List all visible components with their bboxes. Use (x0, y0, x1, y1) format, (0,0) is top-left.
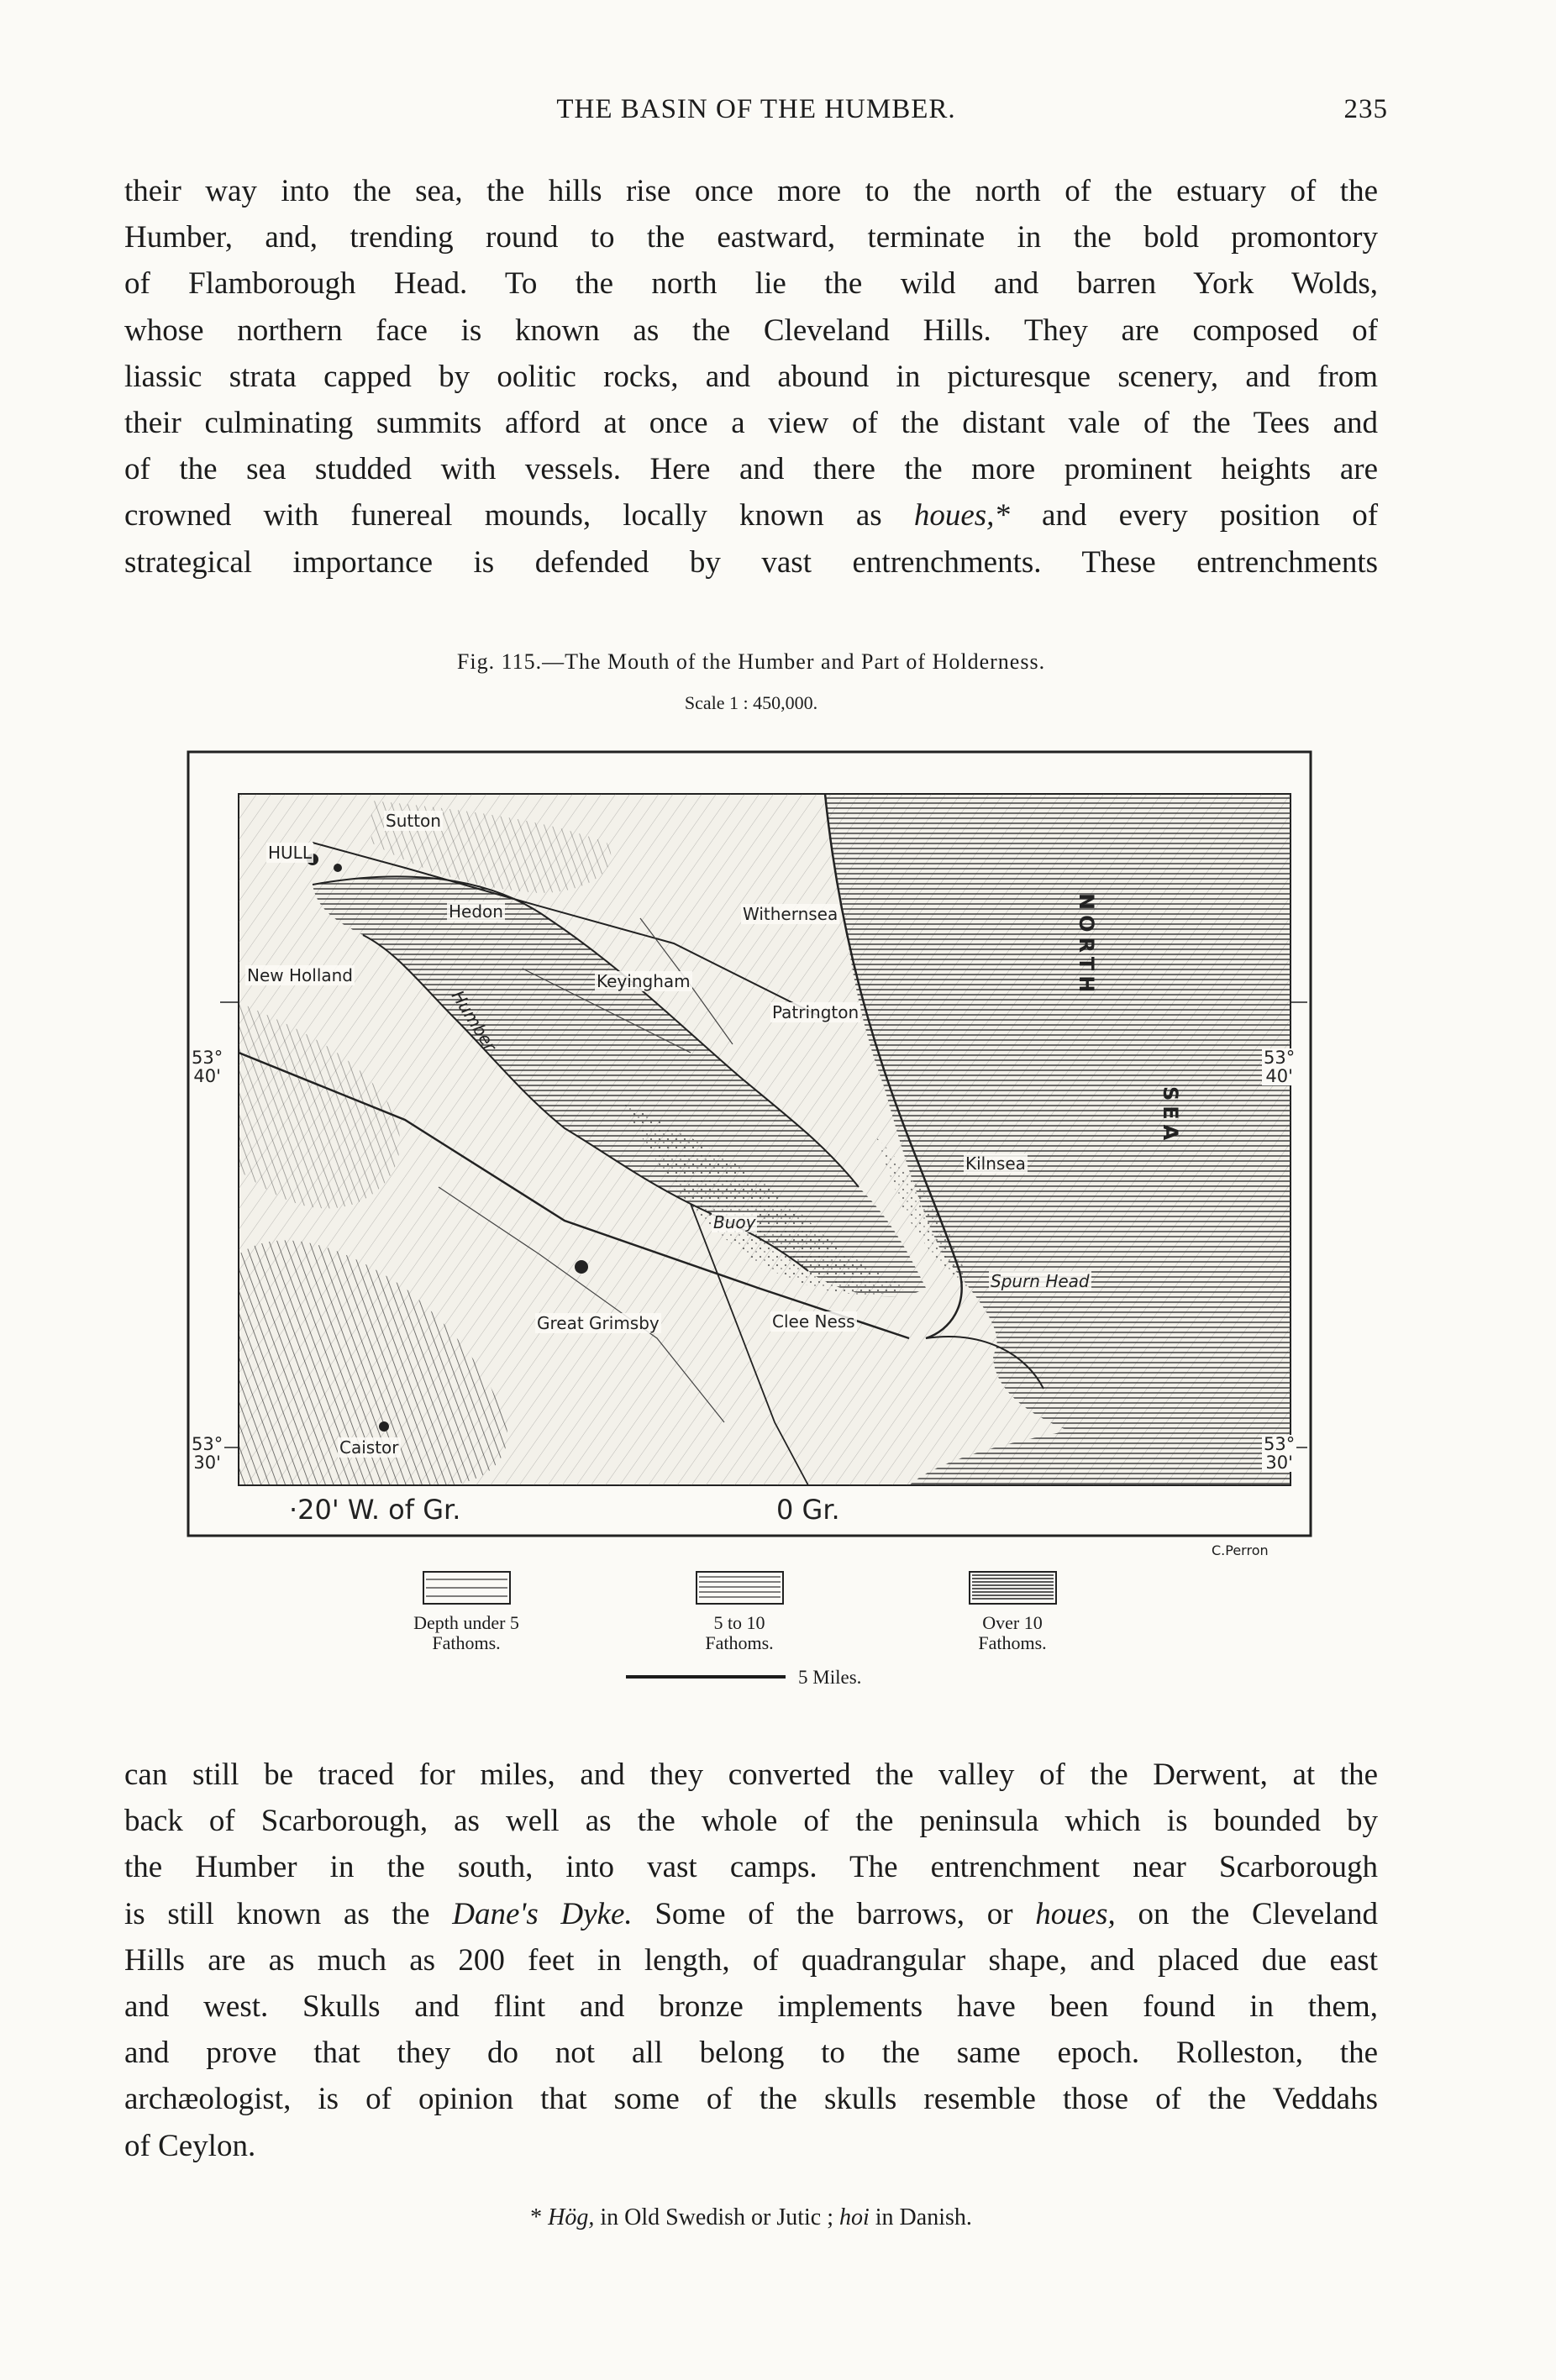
legend-swatch-medium (696, 1571, 784, 1605)
text-line: and west. Skulls and flint and bronze implements have been found in them, (124, 1989, 1378, 2025)
text-line: whose northern face is known as the Cleveland Hills. They are composed of (124, 313, 1378, 348)
map-label-humber: Humber (447, 986, 501, 1055)
text-segment: crowned with funereal mounds, locally known as (124, 498, 882, 533)
legend-label: Depth under 5 (413, 1612, 519, 1633)
map-illustration (187, 750, 1312, 1537)
legend-label: Fathoms. (705, 1632, 774, 1653)
map-figure (187, 750, 1312, 1537)
map-label-hedon: Hedon (449, 901, 503, 922)
text-line: strategical importance is defended by vast entrenchments. These entrenchments (124, 544, 1378, 580)
map-label-patrington: Patrington (772, 1002, 859, 1022)
text-line: the Humber in the south, into vast camps. The entrenchment near Scarborough (124, 1850, 1378, 1885)
figure-scale: Scale 1 : 450,000. (684, 692, 818, 713)
latitude-label-right-40: 53° 40' (1264, 1048, 1296, 1086)
map-label-great-grimsby: Great Grimsby (537, 1313, 660, 1333)
text-line: their culminating summits afford at once a view of the distant vale of the Tees and (124, 406, 1378, 441)
text-line: their way into the sea, the hills rise once more to the north of the estuary of the (124, 174, 1378, 208)
figure-caption: Fig. 115.—The Mouth of the Humber and Part of Holderness. (456, 649, 1046, 674)
paragraph-2 (124, 1752, 1378, 2169)
running-head (124, 94, 1388, 136)
map-label-sutton: Sutton (386, 811, 441, 831)
map-label-new-holland: New Holland (247, 965, 353, 985)
legend-over-10 (945, 1571, 1080, 1653)
footnote-word: hoi (839, 2204, 870, 2230)
longitude-label-0: 0 Gr. (776, 1494, 840, 1526)
latitude-label-left-40: 53° 40' (192, 1048, 223, 1086)
footnote-marker: * (530, 2204, 543, 2230)
map-label-north: NORTH (1075, 893, 1098, 998)
running-title: THE BASIN OF THE HUMBER. (556, 94, 956, 124)
map-label-sea: SEA (1159, 1086, 1182, 1146)
latitude-label-left-30: 53° 30' (192, 1434, 223, 1473)
scale-bar-label: 5 Miles. (798, 1667, 862, 1688)
footnote-text: in Old Swedish or Jutic ; (600, 2204, 833, 2230)
text-line: Humber, and, trending round to the eastward, terminate in the bold promontory (124, 220, 1378, 255)
map-label-withernsea: Withernsea (743, 904, 838, 924)
legend-label: 5 to 10 (713, 1612, 765, 1633)
text-line: of Flamborough Head. To the north lie the wild and barren York Wolds, (124, 266, 1378, 302)
text-line (124, 492, 1378, 539)
italic-word: houes, (1035, 1896, 1116, 1931)
text-line (124, 1891, 1378, 1937)
text-segment: and every position of (1042, 498, 1379, 533)
page-number: 235 (1343, 94, 1388, 124)
paragraph-1 (124, 168, 1378, 586)
legend-swatch-light (423, 1571, 511, 1605)
footnote-word: Hög, (548, 2204, 595, 2230)
text-line: archæologist, is of opinion that some of the skulls resemble those of the Veddahs (124, 2082, 1378, 2117)
text-line: liassic strata capped by oolitic rocks, and abound in picturesque scenery, and from (124, 359, 1378, 394)
text-line: back of Scarborough, as well as the whole of the peninsula which is bounded by (124, 1804, 1378, 1839)
legend-depth-under-5 (395, 1571, 538, 1653)
engraver-credit: C.Perron (1212, 1542, 1269, 1558)
text-line: can still be traced for miles, and they converted the valley of the Derwent, at the (124, 1757, 1378, 1792)
text-line: Hills are as much as 200 feet in length, of quadrangular shape, and placed due east (124, 1942, 1378, 1978)
legend-label: Fathoms. (978, 1632, 1047, 1653)
legend-swatch-dark (969, 1571, 1057, 1605)
legend-5-to-10 (672, 1571, 807, 1653)
italic-word: houes,* (913, 498, 1010, 533)
text-segment: is still known as the (124, 1896, 430, 1931)
text-line: of Ceylon. (124, 2128, 256, 2163)
text-line: and prove that they do not all belong to the same epoch. Rolleston, the (124, 2036, 1378, 2071)
map-label-kilnsea: Kilnsea (965, 1153, 1026, 1174)
footnote (124, 2204, 1378, 2231)
legend-label: Over 10 (982, 1612, 1043, 1633)
map-label-caistor: Caistor (339, 1437, 399, 1458)
longitude-label-20w: ·20' W. of Gr. (289, 1494, 461, 1526)
text-segment: on the Cleveland (1138, 1896, 1379, 1931)
map-label-clee-ness: Clee Ness (772, 1311, 855, 1332)
footnote-text: in Danish. (875, 2204, 972, 2230)
scale-bar (626, 1675, 786, 1679)
latitude-label-right-30: 53° 30' (1264, 1434, 1296, 1473)
italic-phrase: Dane's Dyke. (452, 1896, 633, 1931)
map-label-buoy: Buoy (713, 1212, 756, 1232)
text-segment: Some of the barrows, or (654, 1896, 1013, 1931)
legend-label: Fathoms. (432, 1632, 501, 1653)
map-label-spurn-head: Spurn Head (991, 1271, 1090, 1291)
map-label-hull: HULL (268, 843, 312, 863)
map-label-keyingham: Keyingham (597, 971, 691, 991)
text-line: of the sea studded with vessels. Here and there the more prominent heights are (124, 452, 1378, 487)
